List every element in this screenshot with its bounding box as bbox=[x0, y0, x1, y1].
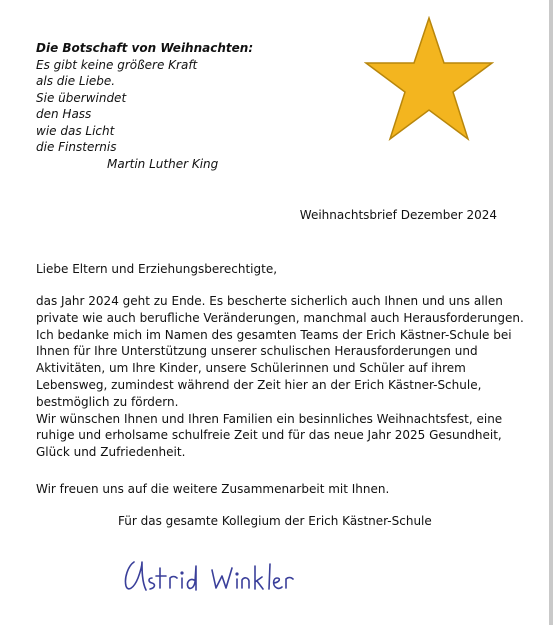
handwritten-signature bbox=[120, 552, 320, 602]
christmas-motto bbox=[36, 40, 326, 172]
letter-body bbox=[36, 293, 524, 461]
motto-author: Martin Luther King bbox=[107, 156, 219, 171]
star-shape bbox=[366, 18, 492, 139]
body-line: Aktivitäten, um Ihre Kinder, unsere Schülerinnen und Schüler auf ihrem bbox=[36, 361, 466, 376]
letter-dateline: Weihnachtsbrief Dezember 2024 bbox=[299, 208, 497, 222]
closing-line: Wir freuen uns auf die weitere Zusammenarbeit mit Ihnen. bbox=[36, 482, 390, 496]
body-line: ruhige und erholsame schulfreie Zeit und für das neue Jahr 2025 Gesundheit, bbox=[36, 428, 502, 443]
body-line: Wir wünschen Ihnen und Ihren Familien ein besinnliches Weihnachtsfest, eine bbox=[36, 411, 503, 426]
body-line: Glück und Zufriedenheit. bbox=[36, 445, 186, 460]
page-edge bbox=[549, 0, 553, 625]
salutation: Liebe Eltern und Erziehungsberechtigte, bbox=[36, 262, 278, 276]
body-line: bestmöglich zu fördern. bbox=[36, 394, 179, 409]
motto-line: als die Liebe. bbox=[36, 74, 116, 88]
body-line: Ich bedanke mich im Namen des gesamten Teams der Erich Kästner-Schule bei bbox=[36, 327, 512, 342]
regards-line: Für das gesamte Kollegium der Erich Kästner-Schule bbox=[118, 514, 432, 528]
motto-title: Die Botschaft von Weihnachten: bbox=[36, 41, 254, 55]
body-line: Lebensweg, zumindest während der Zeit hier an der Erich Kästner-Schule, bbox=[36, 377, 482, 392]
star-icon bbox=[364, 16, 494, 142]
body-line: Ihnen für Ihre Unterstützung unserer schulischen Herausforderungen und bbox=[36, 344, 478, 359]
motto-line: die Finsternis bbox=[36, 140, 117, 154]
body-line: private wie auch berufliche Veränderungen, manchmal auch Herausforderungen. bbox=[36, 310, 524, 325]
motto-line: wie das Licht bbox=[36, 123, 115, 138]
motto-line: den Hass bbox=[36, 107, 92, 121]
motto-line: Sie überwindet bbox=[36, 90, 127, 105]
body-line: das Jahr 2024 geht zu Ende. Es bescherte sicherlich auch Ihnen und uns allen bbox=[36, 294, 503, 308]
motto-line: Es gibt keine größere Kraft bbox=[36, 57, 198, 72]
